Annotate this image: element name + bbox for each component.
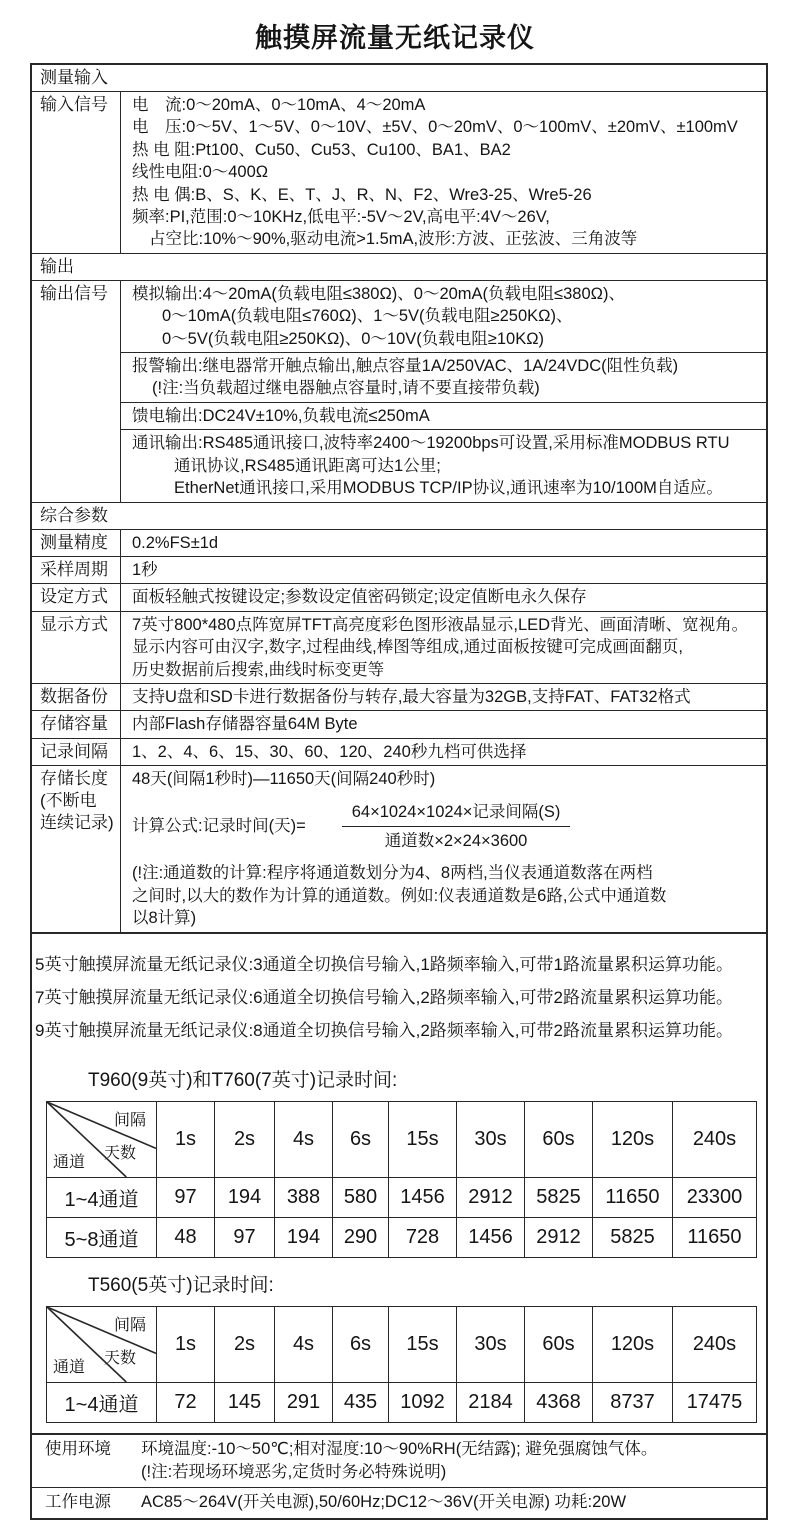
- row-storage-length: [32, 765, 766, 931]
- interval-header-cell: 6s: [333, 1306, 389, 1382]
- spec-line: 0～10mA(负载电阻≤760Ω)、1～5V(负载电阻≥250KΩ)、: [162, 307, 573, 326]
- row-record-interval: [32, 738, 766, 765]
- days-cell: 145: [215, 1382, 275, 1422]
- row-storage-capacity: [32, 710, 766, 737]
- days-cell: 11650: [673, 1217, 757, 1257]
- days-cell: 290: [333, 1217, 389, 1257]
- diagonal-header-cell: [47, 1101, 157, 1177]
- alarm-output-block: [121, 352, 766, 402]
- row-label: 使用环境: [45, 1439, 111, 1458]
- interval-header-cell: 1s: [157, 1306, 215, 1382]
- interval-header-cell: 1s: [157, 1101, 215, 1177]
- days-cell: 435: [333, 1382, 389, 1422]
- days-cell: 97: [215, 1217, 275, 1257]
- analog-output-block: [121, 281, 766, 352]
- interval-header-cell: 15s: [389, 1306, 457, 1382]
- row-power: [32, 1487, 766, 1519]
- model-descriptions: [32, 934, 766, 1053]
- days-cell: 1456: [389, 1177, 457, 1217]
- row-content: [121, 530, 766, 556]
- days-cell: 97: [157, 1177, 215, 1217]
- days-cell: 194: [215, 1177, 275, 1217]
- label-line: 存储长度: [40, 769, 108, 789]
- days-cell: 2912: [457, 1177, 525, 1217]
- record-table-title-t960-t760: T960(9英寸)和T760(7英寸)记录时间:: [88, 1069, 398, 1091]
- feed-output-block: [121, 402, 766, 429]
- row-content: [121, 557, 766, 583]
- row-accuracy: [32, 529, 766, 556]
- bottom-rows: [32, 1433, 766, 1519]
- storage-note-line: (!注:通道数的计算:程序将通道数划分为4、8两档,当仪表通道数落在两档: [132, 864, 653, 883]
- env-line: 环境温度:-10～50℃;相对湿度:10～90%RH(无结露); 避免强腐蚀气体。: [141, 1439, 658, 1458]
- spec-line: 通讯输出:RS485通讯接口,波特率2400～19200bps可设置,采用标准MODBUS RTU: [132, 434, 730, 453]
- spec-line: 热 电 阻:Pt100、Cu50、Cu53、Cu100、BA1、BA2: [132, 140, 511, 159]
- row-output-signal: [32, 280, 766, 502]
- record-table-t960-t760: [46, 1101, 757, 1258]
- spec-line: 历史数据前后搜索,曲线时标变更等: [132, 660, 385, 679]
- storage-note-line: 以8计算): [132, 909, 197, 928]
- interval-header-cell: 240s: [673, 1306, 757, 1382]
- corner-label-channel: 通道: [53, 1153, 86, 1171]
- interval-header-cell: 2s: [215, 1101, 275, 1177]
- row-label: 存储容量: [32, 711, 121, 737]
- models-section: [32, 932, 766, 1519]
- channel-cell: 1~4通道: [47, 1382, 157, 1422]
- spec-line: 面板轻触式按键设定;参数设定值密码锁定;设定值断电永久保存: [132, 588, 587, 607]
- spec-line: 电 流:0～20mA、0～10mA、4～20mA: [132, 96, 426, 114]
- channel-cell: 1~4通道: [47, 1177, 157, 1217]
- section-header-output: 输出: [32, 253, 766, 280]
- spec-line: 电 压:0～5V、1～5V、0～10V、±5V、0～20mV、0～100mV、±20mV、±100mV: [132, 118, 738, 137]
- interval-header-cell: 60s: [525, 1306, 593, 1382]
- days-cell: 5825: [525, 1177, 593, 1217]
- row-label: 输出信号: [32, 281, 121, 502]
- interval-header-cell: 6s: [333, 1101, 389, 1177]
- diagonal-header-cell: [47, 1306, 157, 1382]
- row-display-method: [32, 611, 766, 683]
- row-content: [121, 766, 766, 931]
- days-cell: 11650: [593, 1177, 673, 1217]
- storage-range: 48天(间隔1秒时)—11650天(间隔240秒时): [132, 770, 436, 789]
- formula-prefix: 计算公式:记录时间(天)=: [132, 817, 306, 836]
- model-line: 9英寸触摸屏流量无纸记录仪:8通道全切换信号输入,2路频率输入,可带2路流量累积运算功能。: [35, 1020, 733, 1040]
- spec-line: 线性电阻:0～400Ω: [132, 163, 269, 182]
- interval-header-cell: 2s: [215, 1306, 275, 1382]
- days-cell: 8737: [593, 1382, 673, 1422]
- spec-line: 支持U盘和SD卡进行数据备份与转存,最大容量为32GB,支持FAT、FAT32格式: [132, 687, 691, 706]
- row-content: [121, 684, 766, 710]
- days-cell: 291: [275, 1382, 333, 1422]
- days-cell: 2184: [457, 1382, 525, 1422]
- days-cell: 388: [275, 1177, 333, 1217]
- table-row: [47, 1382, 757, 1422]
- label-line: 连续记录): [40, 813, 114, 833]
- spec-sheet: [30, 63, 768, 1520]
- days-cell: 5825: [593, 1217, 673, 1257]
- storage-note-line: 之间时,以大的数作为计算的通道数。例如:仪表通道数是6路,公式中通道数: [132, 886, 667, 905]
- row-label: 工作电源: [45, 1492, 111, 1511]
- days-cell: 728: [389, 1217, 457, 1257]
- table-row: [47, 1217, 757, 1257]
- row-label: 设定方式: [32, 584, 121, 610]
- spec-line: (!注:当负载超过继电器触点容量时,请不要直接带负载): [152, 379, 540, 398]
- spec-line: 1秒: [132, 560, 158, 579]
- record-table-title-t560: T560(5英寸)记录时间:: [88, 1274, 274, 1296]
- page-title: 触摸屏流量无纸记录仪: [255, 23, 535, 53]
- row-label: 采样周期: [32, 557, 121, 583]
- row-data-backup: [32, 683, 766, 710]
- comm-output-block: [121, 429, 766, 501]
- interval-header-cell: 30s: [457, 1101, 525, 1177]
- row-label: [32, 766, 121, 931]
- table-row: [47, 1177, 757, 1217]
- spec-line: 占空比:10%～90%,驱动电流>1.5mA,波形:方波、正弦波、三角波等: [149, 230, 638, 249]
- row-content: [121, 584, 766, 610]
- spec-line: 0～5V(负载电阻≥250KΩ)、0～10V(负载电阻≥10KΩ): [162, 329, 545, 348]
- spec-line: 馈电输出:DC24V±10%,负载电流≤250mA: [132, 406, 430, 425]
- corner-label-interval: 间隔: [113, 1111, 146, 1129]
- interval-header-cell: 30s: [457, 1306, 525, 1382]
- interval-header-cell: 120s: [593, 1101, 673, 1177]
- corner-label-days: 天数: [104, 1144, 137, 1162]
- row-content: [121, 711, 766, 737]
- interval-header-cell: 4s: [275, 1306, 333, 1382]
- interval-header-cell: 240s: [673, 1101, 757, 1177]
- days-cell: 23300: [673, 1177, 757, 1217]
- power-value: AC85～264V(开关电源),50/60Hz;DC12～36V(开关电源) 功耗:20W: [141, 1492, 627, 1511]
- row-label: 记录间隔: [32, 739, 121, 765]
- row-input-signal: [32, 91, 766, 253]
- days-cell: 580: [333, 1177, 389, 1217]
- record-time-formula: [132, 801, 762, 853]
- row-label: 显示方式: [32, 612, 121, 683]
- row-setting-method: [32, 583, 766, 610]
- spec-line: 热 电 偶:B、S、K、E、T、J、R、N、F2、Wre3-25、Wre5-26: [132, 185, 592, 204]
- spec-line: 1、2、4、6、15、30、60、120、240秒九档可供选择: [132, 742, 527, 761]
- row-content: [121, 739, 766, 765]
- spec-line: 通讯协议,RS485通讯距离可达1公里;: [174, 456, 441, 475]
- model-line: 7英寸触摸屏流量无纸记录仪:6通道全切换信号输入,2路频率输入,可带2路流量累积运算功能。: [35, 987, 733, 1007]
- spec-line: 模拟输出:4～20mA(负载电阻≤380Ω)、0～20mA(负载电阻≤380Ω)、: [132, 284, 625, 303]
- days-cell: 4368: [525, 1382, 593, 1422]
- spec-line: 0.2%FS±1d: [132, 533, 219, 552]
- interval-header-cell: 4s: [275, 1101, 333, 1177]
- interval-header-cell: 60s: [525, 1101, 593, 1177]
- days-cell: 2912: [525, 1217, 593, 1257]
- corner-label-days: 天数: [104, 1349, 137, 1367]
- days-cell: 72: [157, 1382, 215, 1422]
- spec-line: 内部Flash存储器容量64M Byte: [132, 715, 358, 734]
- formula-numerator: 64×1024×1024×记录间隔(S): [342, 801, 571, 827]
- days-cell: 1456: [457, 1217, 525, 1257]
- formula-denominator: 通道数×2×24×3600: [384, 831, 528, 850]
- row-content: [121, 612, 766, 683]
- corner-label-channel: 通道: [53, 1358, 86, 1376]
- days-cell: 1092: [389, 1382, 457, 1422]
- row-label: 输入信号: [32, 92, 121, 253]
- corner-label-interval: 间隔: [113, 1316, 146, 1334]
- row-content: [141, 1438, 766, 1485]
- formula-fraction: [342, 801, 571, 853]
- spec-line: 频率:PI,范围:0～10KHz,低电平:-5V～2V,高电平:4V～26V,: [132, 208, 550, 227]
- row-sample-period: [32, 556, 766, 583]
- row-environment: [32, 1435, 766, 1487]
- interval-header-cell: 15s: [389, 1101, 457, 1177]
- channel-cell: 5~8通道: [47, 1217, 157, 1257]
- label-line: (不断电: [40, 791, 97, 811]
- days-cell: 194: [275, 1217, 333, 1257]
- row-label: 数据备份: [32, 684, 121, 710]
- section-header-measure-input: 测量输入: [40, 68, 108, 87]
- spec-line: 显示内容可由汉字,数字,过程曲线,棒图等组成,通过面板按键可完成画面翻页,: [132, 638, 683, 657]
- spec-line: EtherNet通讯接口,采用MODBUS TCP/IP协议,通讯速率为10/100M自适应。: [174, 479, 723, 498]
- spec-line: 报警输出:继电器常开触点输出,触点容量1A/250VAC、1A/24VDC(阻性负载): [132, 357, 679, 376]
- days-cell: 17475: [673, 1382, 757, 1422]
- section-header-general: 综合参数: [32, 502, 766, 529]
- env-line: (!注:若现场环境恶劣,定货时务必特殊说明): [141, 1463, 447, 1482]
- interval-header-cell: 120s: [593, 1306, 673, 1382]
- spec-line: 7英寸800*480点阵宽屏TFT高亮度彩色图形液晶显示,LED背光、画面清晰、宽视角。: [132, 615, 749, 634]
- days-cell: 48: [157, 1217, 215, 1257]
- record-table-t560: [46, 1306, 757, 1423]
- row-label: 测量精度: [32, 530, 121, 556]
- row-content: [121, 92, 766, 253]
- row-content: [121, 281, 766, 502]
- model-line: 5英寸触摸屏流量无纸记录仪:3通道全切换信号输入,1路频率输入,可带1路流量累积运算功能。: [35, 954, 733, 974]
